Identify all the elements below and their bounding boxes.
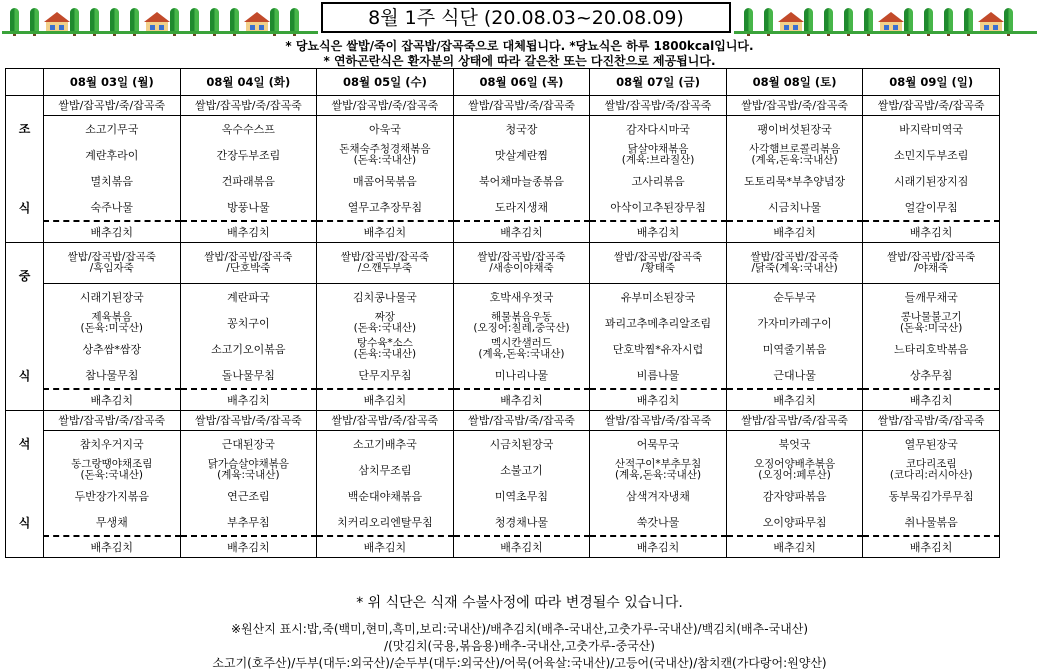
- dish-cell: 참치우거지국: [44, 431, 181, 458]
- dish-cell: 방풍나물: [180, 194, 317, 221]
- dish-cell: 시금치된장국: [453, 431, 590, 458]
- dish-cell: 꽁치구이: [180, 310, 317, 336]
- day-header-row: [6, 69, 1000, 96]
- dish-cell: 배추김치: [863, 221, 1000, 243]
- dish-cell: [726, 457, 863, 483]
- dish-name: 짜장: [374, 311, 396, 323]
- diabetes-note: * 당뇨식은 쌀밥/죽이 잡곡밥/잡곡죽으로 대체됩니다. *당뇨식은 하루 1800kcal입니다.: [285, 39, 754, 53]
- dish-cell: [453, 243, 590, 284]
- weekly-menu-table: [5, 68, 1000, 558]
- dish-cell: 도라지생채: [453, 194, 590, 221]
- dish-cell: 아삭이고추된장무침: [590, 194, 727, 221]
- dish-cell: [453, 310, 590, 336]
- dish-cell: 배추김치: [453, 221, 590, 243]
- dish-cell: 쌀밥/잡곡밥/죽/잡곡죽: [726, 411, 863, 431]
- day-header: 08월 05일 (수): [317, 69, 454, 96]
- dish-name: 오징어양배추볶음: [754, 458, 836, 470]
- dish-origin: /황태죽: [641, 262, 676, 274]
- dish-name: 코다리조림: [905, 458, 957, 470]
- dish-cell: 쌀밥/잡곡밥/죽/잡곡죽: [590, 96, 727, 116]
- dish-cell: 배추김치: [180, 389, 317, 411]
- dish-cell: 얼갈이무침: [863, 194, 1000, 221]
- dish-cell: 삼치무조림: [317, 457, 454, 483]
- dish-origin: (돈육:미국산): [899, 322, 963, 334]
- dish-origin: (돈육:국내산): [353, 154, 417, 166]
- menu-row: [6, 411, 1000, 431]
- dish-cell: 배추김치: [317, 221, 454, 243]
- day-header: 08월 09일 (일): [863, 69, 1000, 96]
- dish-cell: 숙주나물: [44, 194, 181, 221]
- dish-cell: [44, 310, 181, 336]
- dish-cell: 시래기된장국: [44, 284, 181, 311]
- change-notice: * 위 식단은 식재 수불사정에 따라 변경될수 있습니다.: [356, 595, 683, 611]
- dish-origin: /단호박죽: [226, 262, 271, 274]
- dish-cell: 쌀밥/잡곡밥/죽/잡곡죽: [44, 411, 181, 431]
- dish-cell: 계란파국: [180, 284, 317, 311]
- dish-cell: 북어채마늘종볶음: [453, 168, 590, 194]
- dish-cell: 들깨무채국: [863, 284, 1000, 311]
- dish-cell: 쌀밥/잡곡밥/죽/잡곡죽: [44, 96, 181, 116]
- origin-line: ※원산지 표시:밥,죽(백미,현미,흑미,보리:국내산)/배추김치(배추-국내산,고춧가루-국내산)/백김치(배추-국내산): [230, 622, 809, 636]
- dish-cell: 건파래볶음: [180, 168, 317, 194]
- dish-cell: 배추김치: [590, 536, 727, 558]
- dish-cell: 쌀밥/잡곡밥/죽/잡곡죽: [180, 411, 317, 431]
- dish-cell: 배추김치: [863, 389, 1000, 411]
- village-decoration-right: [734, 2, 1037, 34]
- dish-cell: 미역줄기볶음: [726, 336, 863, 362]
- menu-row: [6, 310, 1000, 336]
- dish-cell: 쌀밥/잡곡밥/죽/잡곡죽: [590, 411, 727, 431]
- dish-origin: (오징어:칠레,중국산): [473, 322, 570, 334]
- dish-cell: [726, 243, 863, 284]
- dish-cell: 열무된장국: [863, 431, 1000, 458]
- dish-cell: 배추김치: [453, 389, 590, 411]
- dish-cell: 배추김치: [317, 536, 454, 558]
- dish-cell: 꽈리고추메추리알조림: [590, 310, 727, 336]
- dish-name: 멕시칸샐러드: [491, 337, 552, 349]
- menu-row: [6, 96, 1000, 116]
- menu-row: [6, 536, 1000, 558]
- menu-row: [6, 362, 1000, 389]
- dish-name: 쌀밥/잡곡밥/잡곡죽: [477, 251, 566, 263]
- dish-cell: 참나물무침: [44, 362, 181, 389]
- dish-origin: (돈육:국내산): [353, 322, 417, 334]
- dish-cell: 백순대야채볶음: [317, 483, 454, 509]
- dish-origin: (코다리:러시아산): [889, 469, 973, 481]
- dish-cell: [863, 457, 1000, 483]
- dish-cell: 김치콩나물국: [317, 284, 454, 311]
- dish-cell: 근대된장국: [180, 431, 317, 458]
- dish-name: 쌀밥/잡곡밥/잡곡죽: [340, 251, 430, 263]
- dish-origin: /으깬두부죽: [357, 262, 413, 274]
- dish-cell: 배추김치: [590, 389, 727, 411]
- dish-cell: 쑥갓나물: [590, 509, 727, 536]
- dish-cell: 쌀밥/잡곡밥/죽/잡곡죽: [453, 96, 590, 116]
- meal-label-top: 중: [18, 269, 31, 283]
- dish-cell: 소고기오이볶음: [180, 336, 317, 362]
- dish-cell: 쌀밥/잡곡밥/죽/잡곡죽: [453, 411, 590, 431]
- dish-cell: 쌀밥/잡곡밥/죽/잡곡죽: [317, 411, 454, 431]
- day-header: 08월 06일 (목): [453, 69, 590, 96]
- dish-cell: [44, 457, 181, 483]
- menu-row: [6, 509, 1000, 536]
- dish-name: 쌀밥/잡곡밥/잡곡죽: [887, 251, 976, 263]
- dish-cell: 청국장: [453, 116, 590, 143]
- dish-cell: 무생채: [44, 509, 181, 536]
- menu-row: [6, 194, 1000, 221]
- dish-name: 쌀밥/잡곡밥/잡곡죽: [750, 251, 839, 263]
- page-title: 8월 1주 식단 (20.08.03~20.08.09): [321, 2, 731, 33]
- meal-label-bottom: 식: [18, 516, 31, 530]
- dish-cell: 배추김치: [317, 389, 454, 411]
- dish-cell: 소고기무국: [44, 116, 181, 143]
- dish-cell: 치커리오리엔탈무침: [317, 509, 454, 536]
- dish-cell: 쌀밥/잡곡밥/죽/잡곡죽: [863, 96, 1000, 116]
- dish-origin: /새송이야채죽: [489, 262, 554, 274]
- grass-strip: [2, 31, 318, 34]
- dish-cell: 배추김치: [726, 221, 863, 243]
- meal-label-bottom: 식: [18, 369, 31, 383]
- day-header: 08월 04일 (화): [180, 69, 317, 96]
- dish-cell: 매콤어묵볶음: [317, 168, 454, 194]
- dish-cell: 순두부국: [726, 284, 863, 311]
- dish-cell: 배추김치: [863, 536, 1000, 558]
- dish-origin: (오징어:페루산): [758, 469, 831, 481]
- dish-origin: (계육:브라질산): [621, 154, 695, 166]
- dish-cell: 어묵무국: [590, 431, 727, 458]
- dish-cell: 단호박찜*유자시럽: [590, 336, 727, 362]
- dish-origin: (계육:국내산): [217, 469, 280, 481]
- dish-name: 탕수육*소스: [356, 337, 413, 349]
- meal-label-top: 조: [18, 122, 31, 136]
- dish-cell: 간장두부조림: [180, 142, 317, 168]
- dish-name: 산적구이*부추무침: [614, 458, 702, 470]
- dish-name: 쌀밥/잡곡밥/잡곡죽: [204, 251, 293, 263]
- menu-row: [6, 457, 1000, 483]
- dish-name: 쌀밥/잡곡밥/잡곡죽: [613, 251, 703, 263]
- dish-cell: [726, 142, 863, 168]
- dish-cell: 옥수수스프: [180, 116, 317, 143]
- meal-label-breakfast: [6, 96, 44, 243]
- dish-cell: [180, 243, 317, 284]
- dish-cell: 소민지두부조림: [863, 142, 1000, 168]
- dish-cell: 소불고기: [453, 457, 590, 483]
- dish-cell: [317, 142, 454, 168]
- meal-label-top: 석: [18, 437, 31, 451]
- dish-cell: [44, 243, 181, 284]
- village-decoration-left: [2, 2, 318, 34]
- dish-name: 사각햄브로콜리볶음: [748, 143, 841, 155]
- dish-cell: 가자미카레구이: [726, 310, 863, 336]
- dish-cell: 배추김치: [44, 389, 181, 411]
- dish-cell: 도토리묵*부추양념장: [726, 168, 863, 194]
- dish-cell: 동부묵김가루무침: [863, 483, 1000, 509]
- dish-name: 제육볶음: [91, 311, 133, 323]
- dish-cell: 돌나물무침: [180, 362, 317, 389]
- dish-cell: 두반장가지볶음: [44, 483, 181, 509]
- dish-cell: 소고기배추국: [317, 431, 454, 458]
- dish-cell: 감자다시마국: [590, 116, 727, 143]
- dish-cell: 아욱국: [317, 116, 454, 143]
- dish-cell: 유부미소된장국: [590, 284, 727, 311]
- dish-origin: /닭죽(계육:국내산): [751, 262, 838, 274]
- dish-cell: 배추김치: [44, 536, 181, 558]
- dish-origin: (돈육:국내산): [353, 348, 417, 360]
- menu-row: [6, 389, 1000, 411]
- origin-line: 소고기(호주산)/두부(대두:외국산)/순두부(대두:외국산)/어묵(어육살:국내산)/고등어(국내산)/참치캔(가다랑어:원양산): [212, 656, 827, 670]
- dish-cell: 호박새우젓국: [453, 284, 590, 311]
- dish-cell: [317, 336, 454, 362]
- dish-origin: (계육,돈육:국내산): [751, 154, 838, 166]
- dish-cell: 상추쌈*쌈장: [44, 336, 181, 362]
- dish-origin: /흑임자죽: [89, 262, 134, 274]
- dish-cell: 배추김치: [453, 536, 590, 558]
- menu-row: [6, 483, 1000, 509]
- dish-origin: (계육,돈육:국내산): [614, 469, 702, 481]
- dish-origin: /야채죽: [914, 262, 949, 274]
- dish-cell: 배추김치: [180, 536, 317, 558]
- header-banner: [0, 0, 1039, 36]
- dish-cell: [590, 243, 727, 284]
- dish-origin: (돈육:국내산): [80, 469, 143, 481]
- dish-cell: 삼색겨자냉채: [590, 483, 727, 509]
- meal-label-lunch: [6, 243, 44, 411]
- dish-cell: [863, 243, 1000, 284]
- dish-cell: 청경채나물: [453, 509, 590, 536]
- origin-line: /(맛김치(국용,볶음용)배추-국내산,고춧가루-중국산): [384, 639, 655, 653]
- menu-row: [6, 243, 1000, 284]
- dish-cell: [317, 243, 454, 284]
- day-header: 08월 08일 (토): [726, 69, 863, 96]
- dish-cell: 느타리호박볶음: [863, 336, 1000, 362]
- dish-cell: 쌀밥/잡곡밥/죽/잡곡죽: [180, 96, 317, 116]
- dish-cell: 쌀밥/잡곡밥/죽/잡곡죽: [863, 411, 1000, 431]
- dish-cell: [590, 457, 727, 483]
- dish-cell: 배추김치: [726, 536, 863, 558]
- dish-origin: (돈육:미국산): [80, 322, 143, 334]
- dish-cell: [453, 336, 590, 362]
- grass-strip: [734, 31, 1037, 34]
- dish-cell: 쌀밥/잡곡밥/죽/잡곡죽: [317, 96, 454, 116]
- dish-cell: 근대나물: [726, 362, 863, 389]
- dish-cell: 열무고추장무침: [317, 194, 454, 221]
- dish-cell: 멸치볶음: [44, 168, 181, 194]
- dish-cell: 고사리볶음: [590, 168, 727, 194]
- menu-row: [6, 336, 1000, 362]
- dish-cell: 오이양파무침: [726, 509, 863, 536]
- dish-cell: 연근조림: [180, 483, 317, 509]
- dish-cell: 팽이버섯된장국: [726, 116, 863, 143]
- dish-cell: [590, 142, 727, 168]
- dish-cell: 시래기된장지짐: [863, 168, 1000, 194]
- dish-cell: [863, 310, 1000, 336]
- dish-origin: (계육,돈육:국내산): [478, 348, 565, 360]
- dish-cell: 상추무침: [863, 362, 1000, 389]
- dish-cell: 배추김치: [726, 389, 863, 411]
- dish-cell: 쌀밥/잡곡밥/죽/잡곡죽: [726, 96, 863, 116]
- dish-name: 해물볶음우동: [491, 311, 552, 323]
- dish-name: 동그랑땡야채조림: [71, 458, 153, 470]
- menu-row: [6, 168, 1000, 194]
- meal-label-dinner: [6, 411, 44, 558]
- dish-cell: 부추무침: [180, 509, 317, 536]
- menu-row: [6, 142, 1000, 168]
- dish-name: 콩나물불고기: [900, 311, 962, 323]
- menu-row: [6, 221, 1000, 243]
- day-header: 08월 03일 (월): [44, 69, 181, 96]
- day-header: 08월 07일 (금): [590, 69, 727, 96]
- menu-row: [6, 284, 1000, 311]
- dish-cell: 감자양파볶음: [726, 483, 863, 509]
- dish-name: 닭가슴살야채볶음: [207, 458, 289, 470]
- dish-cell: 비름나물: [590, 362, 727, 389]
- dish-name: 닭살야채볶음: [627, 143, 689, 155]
- menu-row: [6, 116, 1000, 143]
- dish-cell: 계란후라이: [44, 142, 181, 168]
- dysphagia-note: * 연하곤란식은 환자분의 상태에 따라 갈은찬 또는 다진찬으로 제공됩니다.: [323, 54, 716, 68]
- dish-cell: 바지락미역국: [863, 116, 1000, 143]
- dish-cell: [180, 457, 317, 483]
- dish-cell: 단무지무침: [317, 362, 454, 389]
- dish-cell: 미역초무침: [453, 483, 590, 509]
- menu-row: [6, 431, 1000, 458]
- dish-cell: 배추김치: [590, 221, 727, 243]
- dish-cell: 미나리나물: [453, 362, 590, 389]
- dish-cell: 맛살계란찜: [453, 142, 590, 168]
- dish-cell: [317, 310, 454, 336]
- dish-cell: 배추김치: [180, 221, 317, 243]
- corner-cell: [6, 69, 44, 96]
- dish-cell: 시금치나물: [726, 194, 863, 221]
- meal-label-bottom: 식: [18, 201, 31, 215]
- dish-cell: 취나물볶음: [863, 509, 1000, 536]
- dish-name: 쌀밥/잡곡밥/잡곡죽: [67, 251, 156, 263]
- dish-cell: 배추김치: [44, 221, 181, 243]
- dish-cell: 북엇국: [726, 431, 863, 458]
- dish-name: 돈채숙주청경채볶음: [339, 143, 431, 155]
